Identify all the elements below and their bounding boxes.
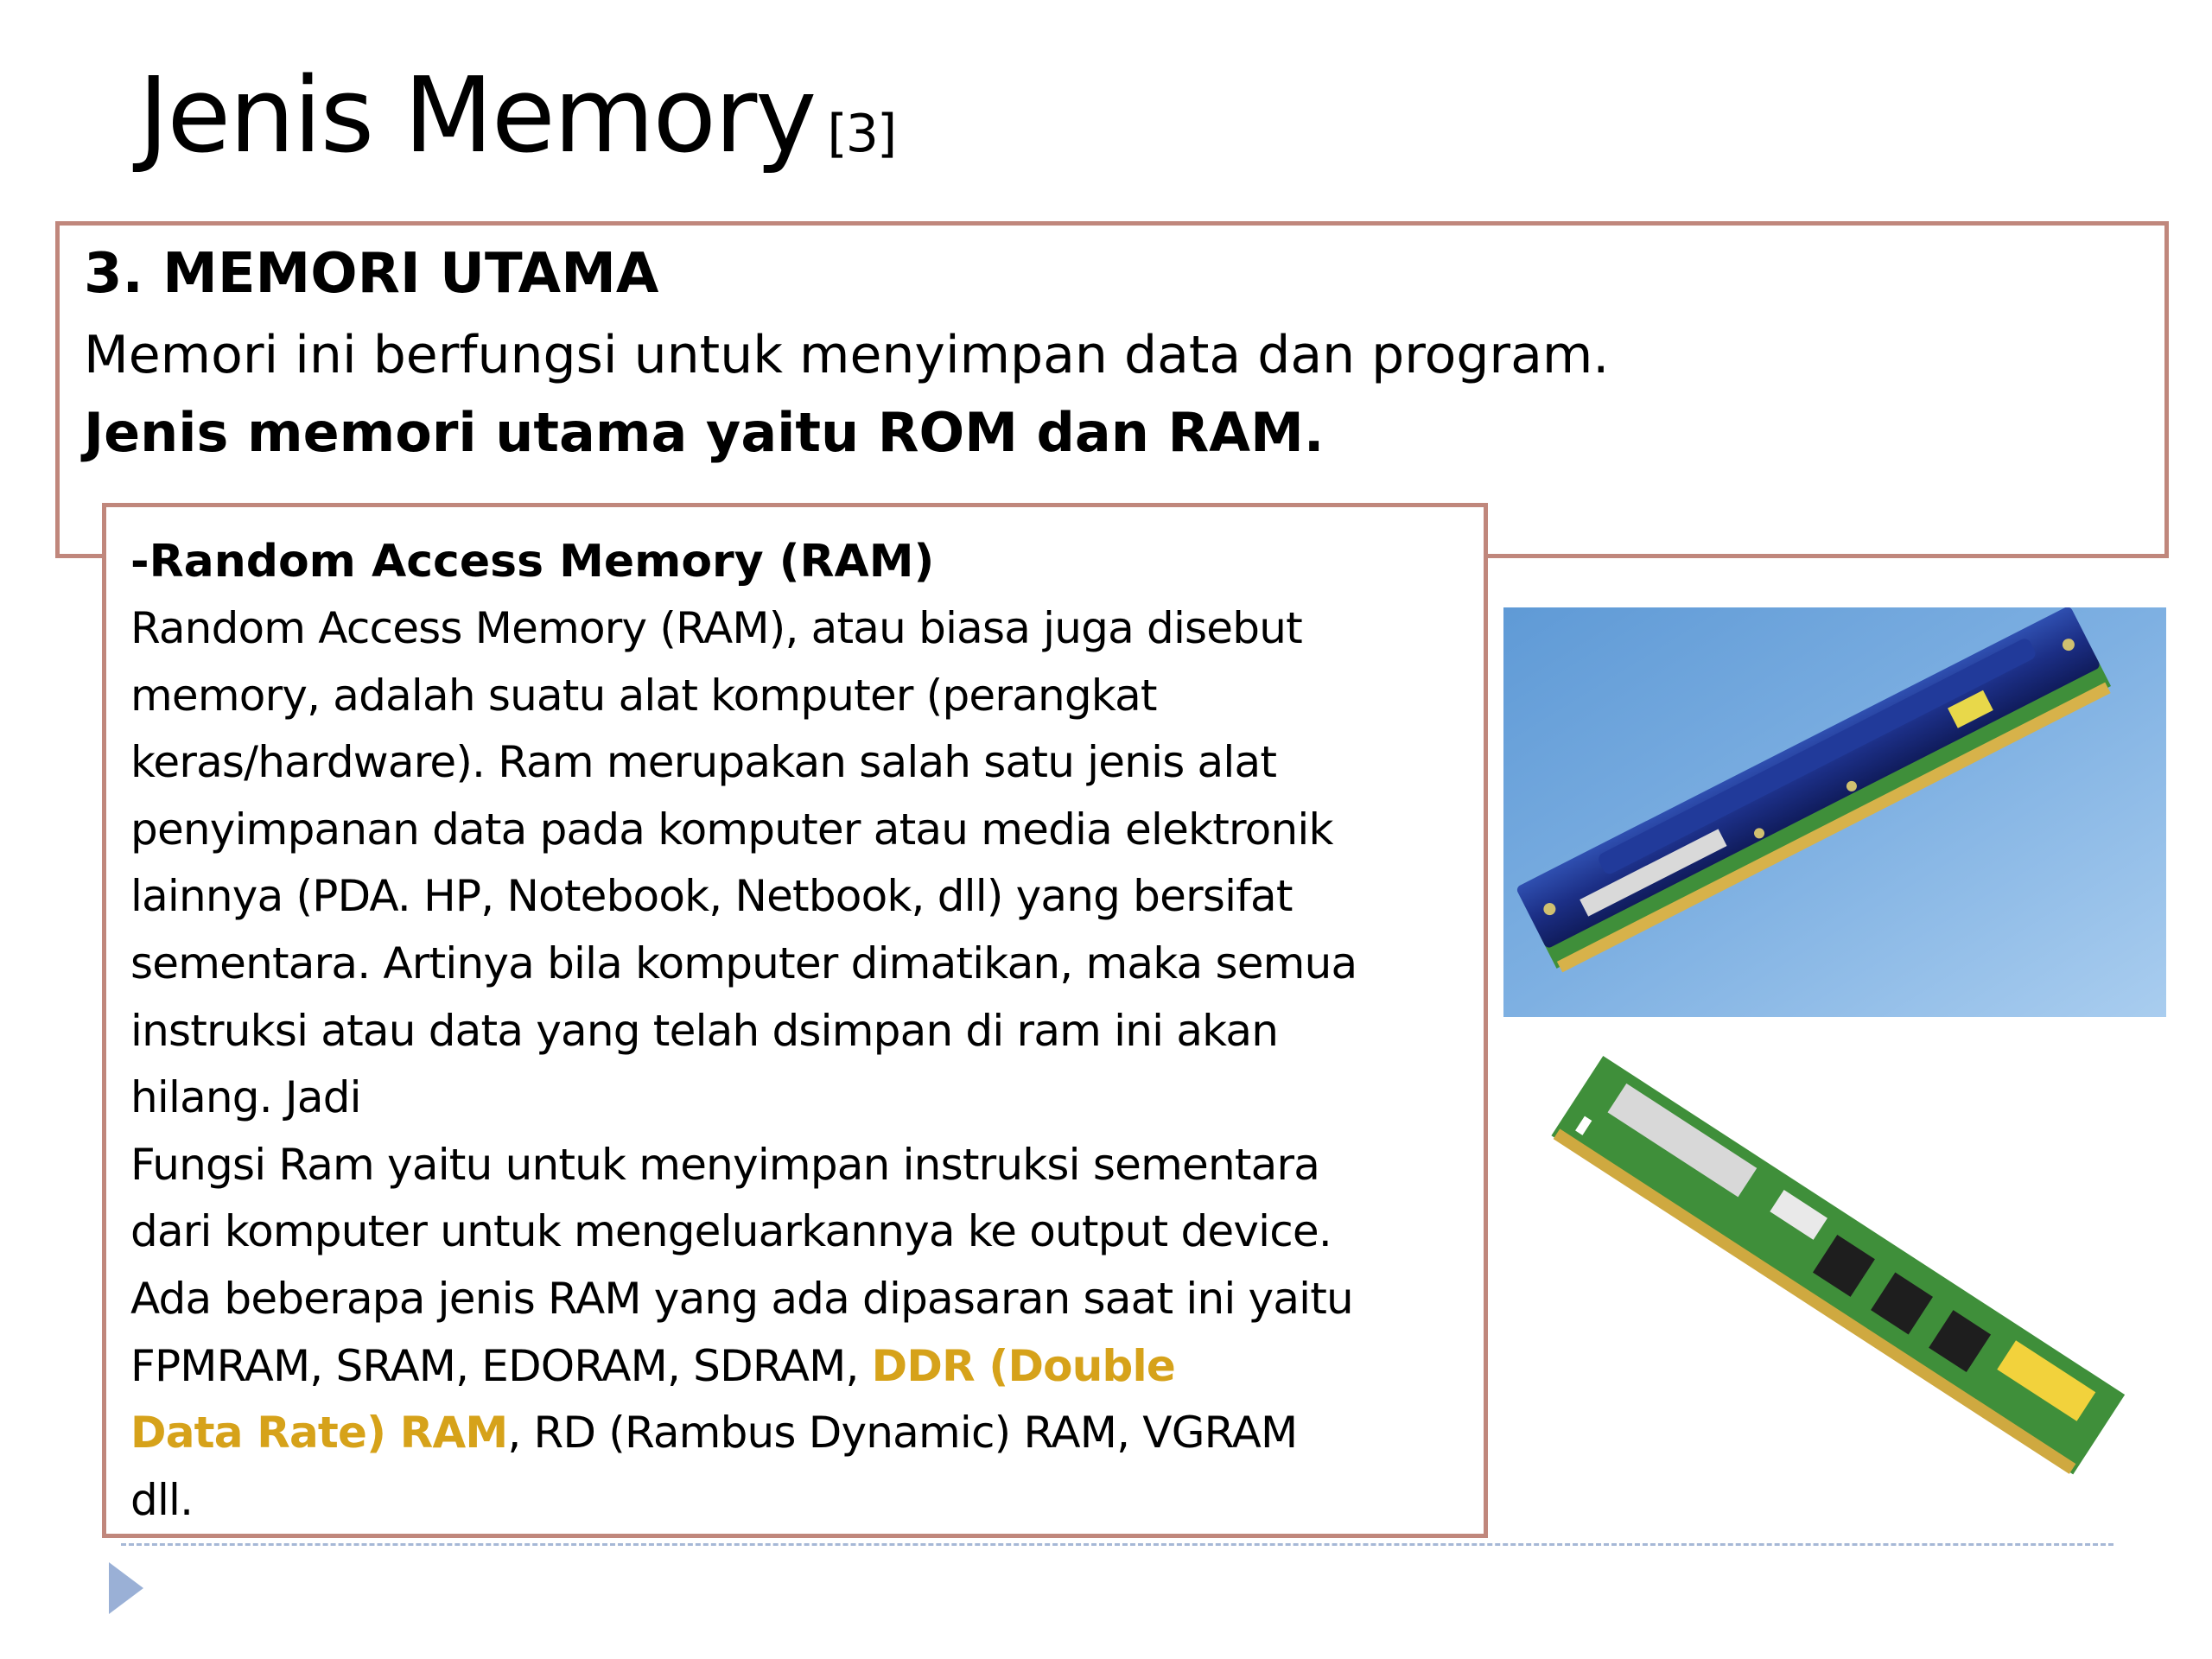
main-memory-heading: 3. MEMORI UTAMA xyxy=(84,242,659,306)
footer-divider xyxy=(121,1543,2113,1546)
ram-paragraph xyxy=(130,595,1458,1534)
rambus-ram-photo xyxy=(1503,607,2166,1017)
main-memory-description: Memori ini berfungsi untuk menyimpan data dan program. xyxy=(84,325,1610,385)
slide-title-text: Jenis Memory xyxy=(138,56,816,176)
ram-box xyxy=(102,503,1488,1538)
ram-paragraph-text: Random Access Memory (RAM), atau biasa juga disebut memory, adalah suatu alat komputer (perangkat keras/hardware). Ram merupakan salah satu jenis alat penyimpanan data pada komputer atau media elektronik lainnya (PDA. HP, Notebook, Netbook, dll) yang bersifat sementara. Artinya bila komputer dimatikan, maka semua instruksi atau data yang telah dsimpan di ram ini akan hilang. Jadi Fungsi Ram yaitu untuk menyimpan instruksi sementara dari komputer untuk mengeluarkannya ke output device. Ada beberapa jenis RAM yang ada dipasaran saat ini yaitu FPMRAM, SRAM, EDORAM, SDRAM, xyxy=(130,603,1357,1391)
ram-highlight-ddr-cont: Data Rate) RAM xyxy=(130,1408,508,1459)
ram-highlight-ddr: DDR (Double xyxy=(871,1340,1175,1391)
triangle-right-icon xyxy=(109,1562,143,1614)
ram-heading: -Random Access Memory (RAM) xyxy=(130,536,935,588)
slide-title-reference: [3] xyxy=(827,104,896,164)
main-memory-types: Jenis memori utama yaitu ROM dan RAM. xyxy=(84,401,1325,464)
slide-title xyxy=(138,52,895,199)
ram-paragraph-text-end: , RD (Rambus Dynamic) RAM, VGRAM dll. xyxy=(130,1408,1298,1525)
ddr-ram-photo xyxy=(1547,1037,2134,1486)
